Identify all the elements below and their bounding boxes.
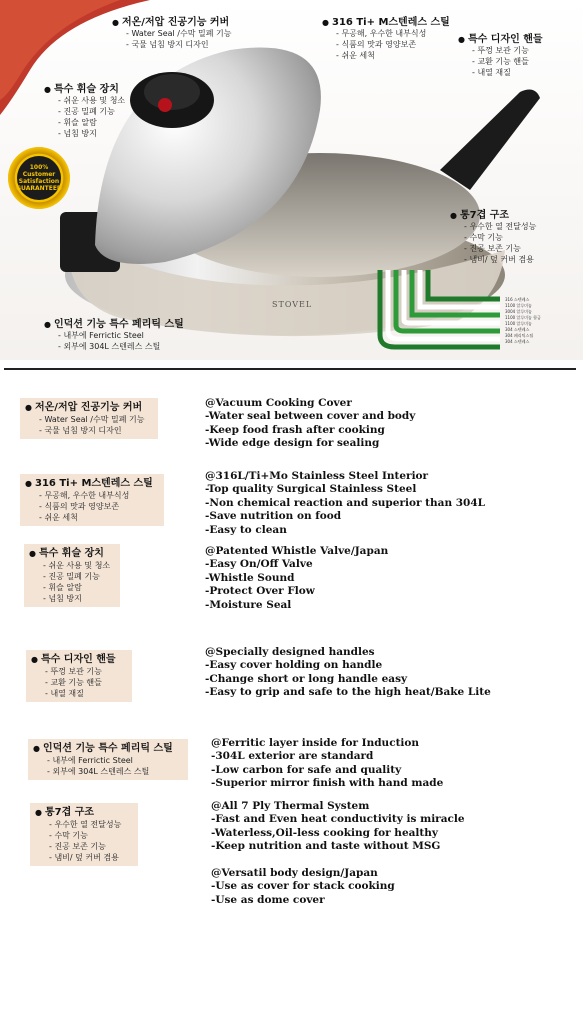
callout-induction: ● 인덕션 기능 특수 페리틱 스틸 - 내부에 Ferrictic Steel - 외부에 304L 스텐레스 스틸 [44,315,184,352]
feature-text-whistle: @Patented Whistle Valve/Japan -Easy On/Off Valve -Whistle Sound -Protect Over Flow -Moisture Seal [205,545,389,611]
feature-text-cover: @Vacuum Cooking Cover -Water seal between cover and body -Keep food frash after cooking -Wide edge design for sealing [205,397,416,450]
callout-whistle: ● 특수 휘슬 장치 - 쉬운 사용 및 청소 - 진공 밀폐 기능 - 휘슬 알람 - 넘침 방지 [44,80,125,139]
callout-steel: ● 316 Ti+ M스텐레스 스틸 - 무공해, 우수한 내부식성 - 식품의 맛과 영양보존 - 쉬운 세척 [322,13,450,61]
feature-text-steel: @316L/Ti+Mo Stainless Steel Interior -Top quality Surgical Stainless Steel -Non chemical reaction and superior than 304L -Save nutrition on food -Easy to clean [205,470,486,536]
brand-mark: STOVEL [272,300,313,309]
callout-7ply: ● 통7겹 구조 - 우수한 열 전달성능 - 수막 기능 - 진공 보존 기능 - 냄비/ 덮 커버 겸용 [450,206,536,265]
feature-text-handle: @Specially designed handles -Easy cover holding on handle -Change short or long handle easy -Easy to grip and safe to the high heat/Bake Lite [205,646,491,699]
feature-card-induction: ● 인덕션 기능 특수 페리틱 스틸 - 내부에 Ferrictic Steel - 외부에 304L 스텐레스 스틸 [28,739,188,780]
feature-card-steel: ● 316 Ti+ M스텐레스 스틸 - 무공해, 우수한 내부식성 - 식품의 맛과 영양보존 - 쉬운 세척 [20,474,164,526]
layer-legend: 316 스텐레스 1100 알루미늄 3004 알루미늄 1100 알루미늄 합금 1100 알루미늄 304 스텐레스 304 페리틱스틸 304 스텐레스 [505,297,541,344]
feature-text-7ply: @All 7 Ply Thermal System -Fast and Even heat conductivity is miracle -Waterless,Oil-less cooking for healthy -Keep nutrition and taste without MSG [211,800,465,853]
feature-card-cover: ● 저온/저압 진공기능 커버 - Water Seal /수막 밀폐 기능 - 국물 넘침 방지 디자인 [20,398,158,439]
section-divider [4,368,576,370]
feature-card-7ply: ● 통7겹 구조 - 우수한 열 전달성능 - 수막 기능 - 진공 보존 기능 - 냄비/ 덮 커버 겸용 [30,803,138,866]
feature-text-versatile: @Versatil body design/Japan -Use as cover for stack cooking -Use as dome cover [211,867,395,906]
feature-card-whistle: ● 특수 휘슬 장치 - 쉬운 사용 및 청소 - 진공 밀폐 기능 - 휘슬 알람 - 넘침 방지 [24,544,120,607]
feature-card-handle: ● 특수 디자인 핸들 - 뚜껑 보관 기능 - 교환 기능 핸들 - 내열 재질 [26,650,132,702]
callout-cover: ● 저온/저압 진공기능 커버 - Water Seal /수막 밀폐 기능 - 국물 넘침 방지 디자인 [112,13,231,50]
guarantee-badge: 100% Customer Satisfaction GUARANTEED [8,147,70,209]
feature-text-induction: @Ferritic layer inside for Induction -304L exterior are standard -Low carbon for safe and quality -Superior mirror finish with hand made [211,737,444,790]
product-hero [0,0,583,360]
callout-handle: ● 특수 디자인 핸들 - 뚜껑 보관 기능 - 교환 기능 핸들 - 내열 재질 [458,30,543,78]
